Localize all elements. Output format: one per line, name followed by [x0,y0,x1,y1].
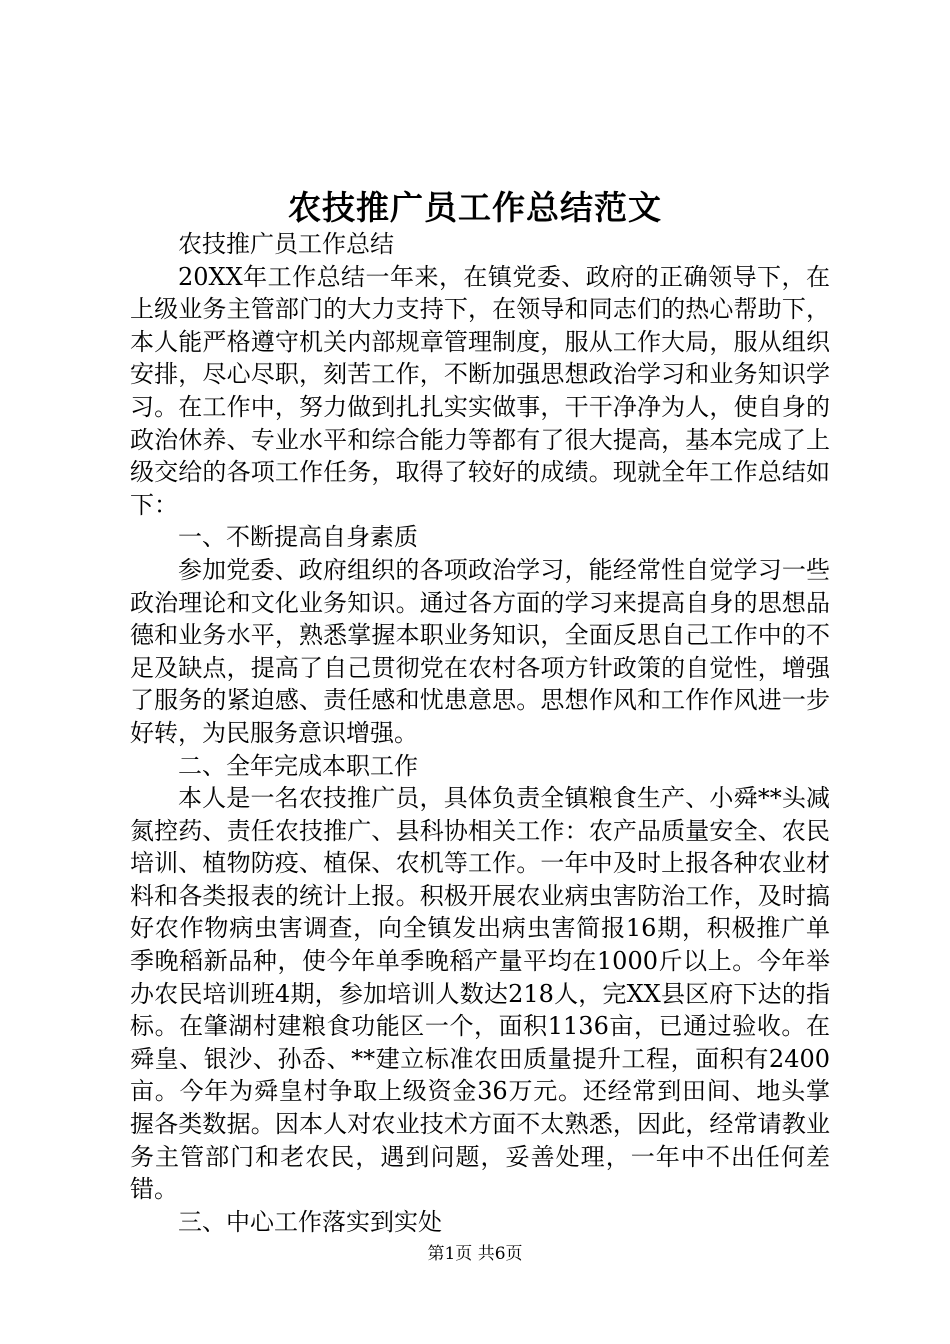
section-heading-1: 一、不断提高自身素质 [178,523,418,552]
page-number-footer: 第1页 共6页 [427,1244,523,1264]
section-heading-2: 二、全年完成本职工作 [178,751,418,780]
paragraph-intro: 20XX年工作总结一年来，在镇党委、政府的正确领导下，在上级业务主管部门的大力支持下，在领导和同志们的热心帮助下，本人能严格遵守机关内部规章管理制度，服从工作大局，服从组织安排，尽心尽职，刻苦工作，不断加强思想政治学习和业务知识学习。在工作中，努力做到扎扎实实做事，干干净净为人，使自身的政治休养、专业水平和综合能力等都有了很大提高，基本完成了上级交给的各项工作任务，取得了较好的成绩。现就全年工作总结如下： [130,262,830,519]
document-body [130,228,830,1238]
paragraph-section-2: 本人是一名农技推广员，具体负责全镇粮食生产、小舜**头减氮控药、责任农技推广、县科协相关工作：农产品质量安全、农民培训、植物防疫、植保、农机等工作。一年中及时上报各种农业材料和各类报表的统计上报。积极开展农业病虫害防治工作，及时搞好农作物病虫害调查，向全镇发出病虫害简报16期，积极推广单季晚稻新品种，使今年单季晚稻产量平均在1000斤以上。今年举办农民培训班4期，参加培训人数达218人，完XX县区府下达的指标。在肇湖村建粮食功能区一个，面积1136亩，已通过验收。在舜皇、银沙、孙岙、**建立标准农田质量提升工程，面积有2400亩。今年为舜皇村争取上级资金36万元。还经常到田间、地头掌握各类数据。因本人对农业技术方面不太熟悉，因此，经常请教业务主管部门和老农民，遇到问题，妥善处理，一年中不出任何差错。 [130,784,830,1204]
section-heading-3: 三、中心工作落实到实处 [178,1207,442,1236]
paragraph-section-1: 参加党委、政府组织的各项政治学习，能经常性自觉学习一些政治理论和文化业务知识。通过各方面的学习来提高自身的思想品德和业务水平，熟悉掌握本职业务知识，全面反思自己工作中的不足及缺点，提高了自己贯彻党在农村各项方针政策的自觉性，增强了服务的紧迫感、责任感和忧患意思。思想作风和工作作风进一步好转，为民服务意识增强。 [130,555,830,747]
document-title: 农技推广员工作总结范文 [288,188,662,227]
paragraph-subtitle: 农技推广员工作总结 [178,230,394,258]
